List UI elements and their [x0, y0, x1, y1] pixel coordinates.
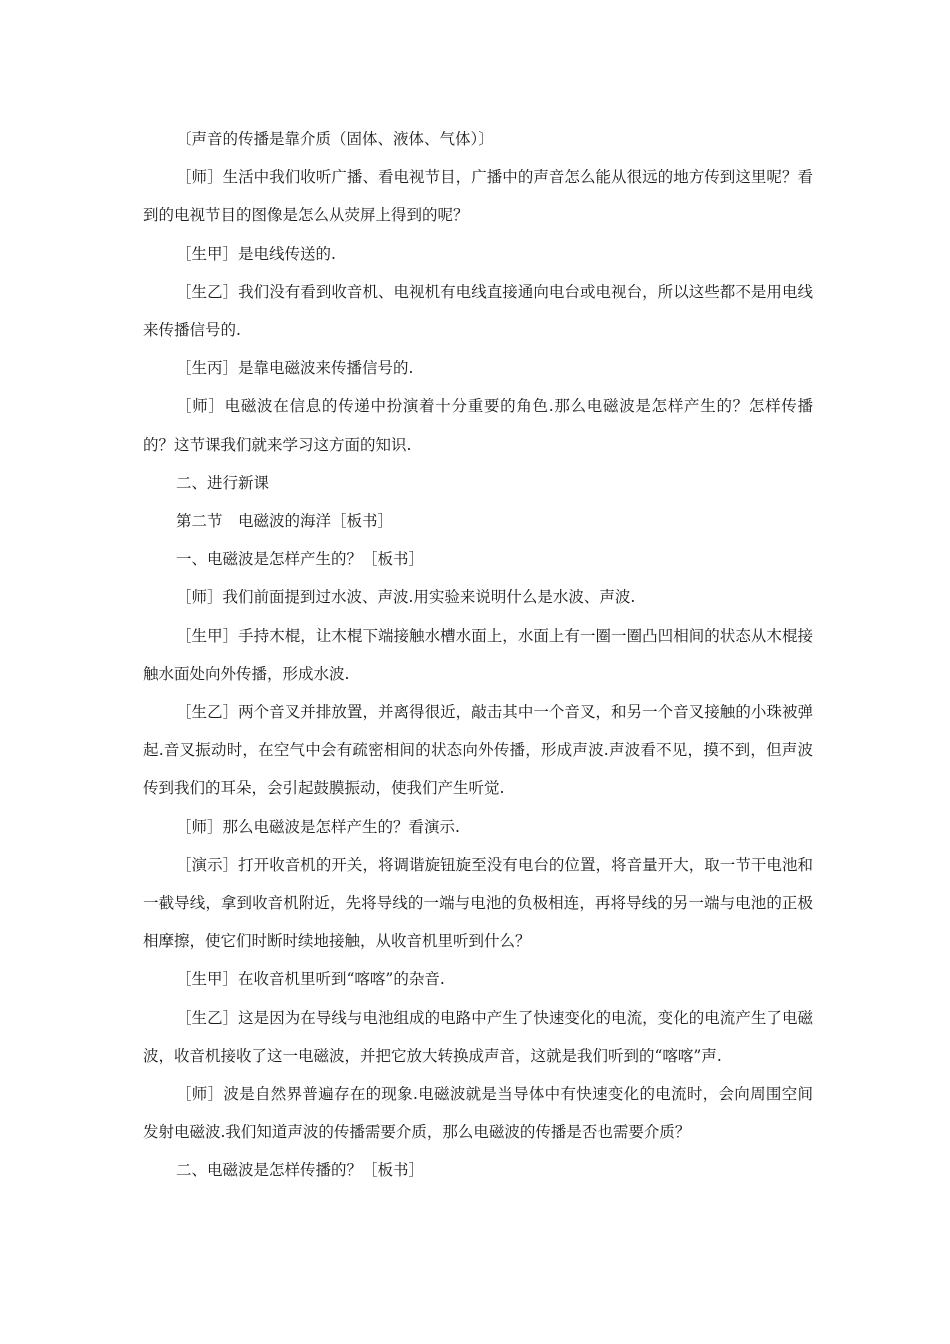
- paragraph-teacher-summary: ［师］波是自然界普遍存在的现象.电磁波就是当导体中有快速变化的电流时，会向周围空间发射电磁波.我们知道声波的传播需要介质，那么电磁波的传播是否也需要介质？: [143, 1085, 813, 1142]
- section-heading-new-lesson: 二、进行新课: [176, 473, 270, 492]
- document-body: [143, 120, 813, 1190]
- subheading-propagation: 二、电磁波是怎样传播的？［板书］: [176, 1161, 425, 1180]
- paragraph-student-a-answer: ［生甲］是电线传送的.: [176, 244, 336, 263]
- paragraph-teacher-intro: ［师］电磁波在信息的传递中扮演着十分重要的角色.那么电磁波是怎样产生的？怎样传播的？这节课我们就来学习这方面的知识.: [143, 397, 813, 454]
- paragraph-student-a-water-wave: ［生甲］手持木棍，让木棍下端接触水槽水面上，水面上有一圈一圈凸凹相间的状态从木棍接触水面处向外传播，形成水波.: [143, 626, 813, 683]
- paragraph-student-a-noise: ［生甲］在收音机里听到“喀喀”的杂音.: [176, 970, 445, 989]
- paragraph-student-b-explanation: ［生乙］这是因为在导线与电池组成的电路中产生了快速变化的电流，变化的电流产生了电磁波，收音机接收了这一电磁波，并把它放大转换成声音，这就是我们听到的“喀喀”声.: [143, 1008, 813, 1065]
- subheading-generation: 一、电磁波是怎样产生的？［板书］: [176, 550, 425, 569]
- paragraph-demonstration: ［演示］打开收音机的开关，将调谐旋钮旋至没有电台的位置，将音量开大，取一节干电池和一截导线，拿到收音机附近，先将导线的一端与电池的负极相连，再将导线的另一端与电池的正极相摩擦，使它们时断时续地接触，从收音机里听到什么？: [143, 855, 813, 951]
- lesson-title: 第二节 电磁波的海洋［板书］: [176, 512, 394, 531]
- paragraph-teacher-question: ［师］生活中我们收听广播、看电视节目，广播中的声音怎么能从很远的地方传到这里呢？看到的电视节目的图像是怎么从荧屏上得到的呢？: [143, 168, 813, 225]
- paragraph-student-b-answer: ［生乙］我们没有看到收音机、电视机有电线直接通向电台或电视台，所以这些都不是用电线来传播信号的.: [143, 282, 813, 340]
- paragraph-teacher-waves: ［师］我们前面提到过水波、声波.用实验来说明什么是水波、声波.: [176, 588, 636, 607]
- paragraph-medium-note: 〔声音的传播是靠介质（固体、液体、气体）〕: [176, 130, 494, 148]
- paragraph-teacher-demo-prompt: ［师］那么电磁波是怎样产生的？看演示.: [176, 817, 460, 836]
- paragraph-student-c-answer: ［生丙］是靠电磁波来传播信号的.: [176, 359, 414, 378]
- paragraph-student-b-sound-wave: ［生乙］两个音叉并排放置，并离得很近，敲击其中一个音叉，和另一个音叉接触的小珠被弹起.音叉振动时，在空气中会有疏密相间的状态向外传播，形成声波.声波看不见，摸不到，但声波传到我们的耳朵，会引起鼓膜振动，使我们产生听觉.: [143, 703, 813, 798]
